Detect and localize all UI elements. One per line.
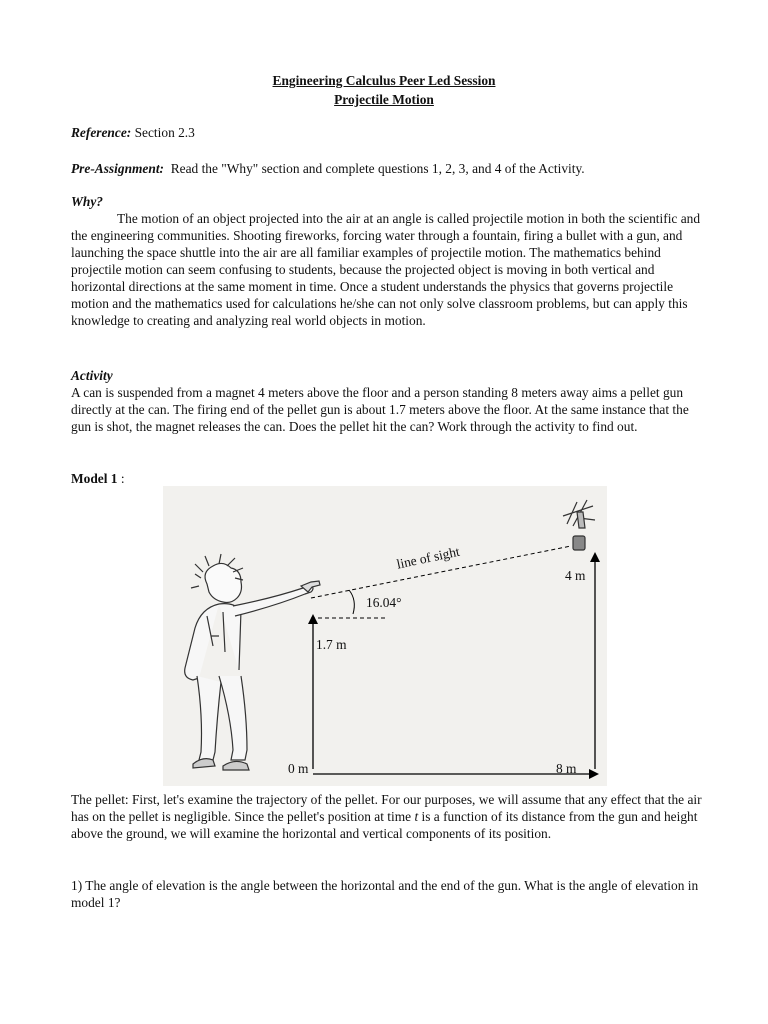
document-title: Engineering Calculus Peer Led Session [272,73,496,88]
pre-assignment-line [71,160,703,177]
document-subtitle: Projectile Motion [334,92,434,107]
why-paragraph: The motion of an object projected into the air at an angle is called projectile motion in both the scientific and the engineering communities. Shooting fireworks, forcing water through a fountain, firing a bullet with a gun, and launching the space shuttle into the air are all familiar examples of projectile motion. The mathematics behind projectile motion can seem confusing to students, because the projected object is moving in both vertical and horizontal directions at the same moment in time. Once a student understands the physics that governs projectile motion and the mathematics used for calculations he/she can not only solve classroom problems, but can apply this knowledge to creating and analyzing real world objects in motion. [71,211,701,328]
person-illustration [185,554,320,770]
gun-height-arrowhead [308,614,318,624]
question-1-text: 1) The angle of elevation is the angle between the horizontal and the end of the gun. What is the angle of elevation in model 1? [71,878,699,910]
line-of-sight-label: line of sight [395,543,461,572]
model-diagram [163,486,607,786]
model-figure [163,486,607,786]
pellet-paragraph [71,791,703,842]
model-label-line [71,470,703,487]
origin-label: 0 m [288,761,309,776]
pellet-text-variable: t [414,809,419,824]
pellet-text-after: is a function of its distance from the gun and height above the ground, we will examine the horizontal and vertical components of its position. [71,809,698,841]
activity-heading: Activity [71,368,113,383]
reference-label: Reference: [71,125,132,140]
can-height-label: 4 m [565,568,586,583]
magnet-and-can [563,500,595,550]
angle-arc [349,590,354,614]
model-label: Model 1 [71,471,118,486]
pre-assignment-label: Pre-Assignment: [71,161,164,176]
ground-arrowhead [589,769,599,779]
pellet-section [71,791,703,842]
pellet-text-before: The pellet: First, let's examine the trajectory of the pellet. For our purposes, we will assume that any effect that the air has on the pellet is negligible. Since the pellet's position at time [71,792,702,824]
why-section [71,193,703,329]
activity-section [71,367,703,435]
reference-value: Section 2.3 [134,125,195,140]
pre-assignment-value: Read the "Why" section and complete questions 1, 2, 3, and 4 of the Activity. [170,161,585,176]
why-heading: Why? [71,194,103,209]
distance-label: 8 m [556,761,577,776]
reference-line [71,124,703,141]
model-label-suffix: : [117,471,125,486]
angle-label: 16.04° [366,595,402,610]
can-height-arrowhead [590,552,600,562]
gun-height-label: 1.7 m [316,637,347,652]
activity-paragraph: A can is suspended from a magnet 4 meters above the floor and a person standing 8 meters away aims a pellet gun directly at the can. The firing end of the pellet gun is about 1.7 meters above the floor. At the same instance that the gun is shot, the magnet releases the can. Does the pellet hit the can? Work through the activity to find out. [71,385,689,434]
question-1 [71,877,703,911]
